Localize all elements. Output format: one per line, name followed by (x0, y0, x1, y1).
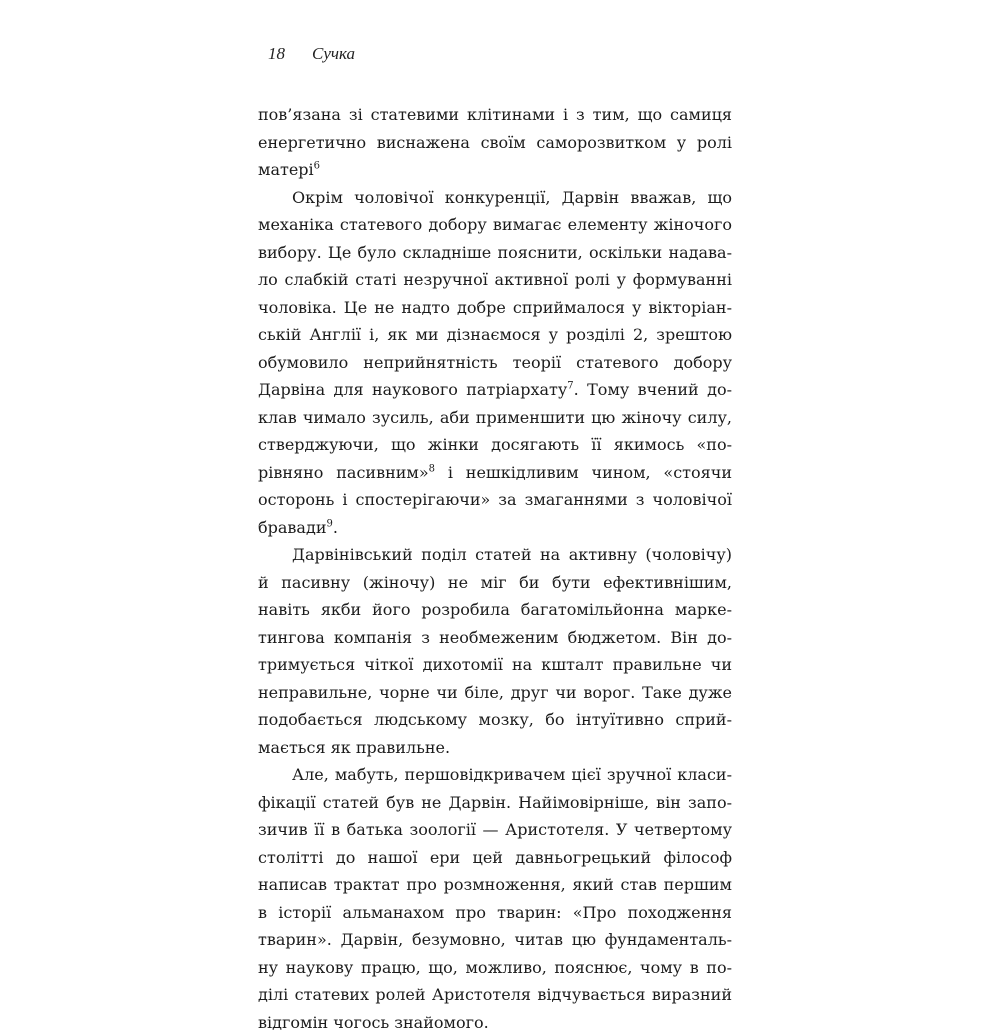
text-line (258, 1009, 732, 1036)
line-text: й пасивну (жіночу) не міг би бути ефективнішим, (258, 573, 732, 592)
text-line (258, 156, 732, 184)
text-line (258, 844, 732, 872)
line-text: матері (258, 160, 314, 179)
paragraph (258, 101, 732, 184)
text-line (258, 349, 732, 377)
text-line (258, 899, 732, 927)
line-text: клав чимало зусиль, аби применшити цю жіночу силу, (258, 408, 732, 427)
paragraph (258, 184, 732, 542)
line-text: тингова компанія з необмеженим бюджетом. Він до- (258, 628, 732, 647)
text-line (258, 514, 732, 542)
line-text-tail: . Тому вчений до- (574, 380, 732, 399)
line-text: Окрім чоловічої конкуренції, Дарвін вважав, що (292, 188, 732, 207)
text-line (258, 101, 732, 129)
line-text: енергетично виснажена своїм саморозвитком у ролі (258, 133, 732, 152)
line-text: бравади (258, 518, 326, 537)
line-text: написав трактат про розмноження, який став першим (258, 875, 732, 894)
line-text: в історії альманахом про тварин: «Про походження (258, 903, 732, 922)
line-text: стверджуючи, що жінки досягають її якимось «по- (258, 435, 732, 454)
text-line (258, 679, 732, 707)
text-line (258, 569, 732, 597)
line-text: тримується чіткої дихотомії на кшталт правильне чи (258, 655, 732, 674)
line-text: механіка статевого добору вимагає елементу жіночого (258, 215, 732, 234)
running-header (268, 44, 355, 64)
text-line (258, 486, 732, 514)
line-text: ну наукову працю, що, можливо, пояснює, чому в по- (258, 958, 732, 977)
text-line (258, 404, 732, 432)
line-text: рівняно пасивним» (258, 463, 429, 482)
line-text: ло слабкій статі незручної активної ролі у формуванні (258, 270, 732, 289)
line-text: Дарвінівський поділ статей на активну (чоловічу) (292, 545, 732, 564)
footnote-marker: 8 (429, 463, 435, 474)
text-line (258, 459, 732, 487)
text-line (258, 129, 732, 157)
body-text (258, 101, 732, 1036)
text-line (258, 981, 732, 1009)
text-line (258, 239, 732, 267)
line-text: подобається людському мозку, бо інтуїтивно сприй- (258, 710, 732, 729)
text-line (258, 266, 732, 294)
line-text: осторонь і спостерігаючи» за змаганнями з чоловічої (258, 490, 732, 509)
page-number: 18 (268, 44, 312, 64)
line-text: тварин». Дарвін, безумовно, читав цю фундаменталь- (258, 930, 732, 949)
text-line (258, 541, 732, 569)
footnote-marker: 6 (314, 161, 320, 172)
text-line (258, 734, 732, 762)
text-line (258, 376, 732, 404)
line-text: пов’язана зі статевими клітинами і з тим, що самиця (258, 105, 732, 124)
footnote-marker: 9 (326, 518, 332, 529)
line-text: навіть якби його розробила багатомільйонна марке- (258, 600, 732, 619)
text-line (258, 926, 732, 954)
text-line (258, 789, 732, 817)
line-text: відгомін чогось знайомого. (258, 1013, 489, 1032)
text-line (258, 706, 732, 734)
text-line (258, 431, 732, 459)
line-text-tail: . (333, 518, 338, 537)
text-line (258, 624, 732, 652)
line-text: столітті до нашої ери цей давньогрецький філософ (258, 848, 732, 867)
line-text: зичив її в батька зоології — Аристотеля. У четвертому (258, 820, 732, 839)
line-text: мається як правильне. (258, 738, 450, 757)
line-text: обумовило неприйнятність теорії статевого добору (258, 353, 732, 372)
line-text: чоловіка. Це не надто добре сприймалося у вікторіан- (258, 298, 732, 317)
text-line (258, 321, 732, 349)
running-title: Сучка (312, 44, 355, 63)
text-line (258, 651, 732, 679)
line-text: фікації статей був не Дарвін. Найімовірніше, він запо- (258, 793, 732, 812)
line-text-tail: і нешкідливим чином, «стоячи (435, 463, 732, 482)
line-text: Дарвіна для наукового патріархату (258, 380, 567, 399)
text-line (258, 871, 732, 899)
text-line (258, 211, 732, 239)
line-text: ській Англії і, як ми дізнаємося у розділі 2, зрештою (258, 325, 732, 344)
text-line (258, 184, 732, 212)
paragraph (258, 541, 732, 761)
text-line (258, 761, 732, 789)
text-line (258, 954, 732, 982)
line-text: Але, мабуть, першовідкривачем цієї зручної класи- (292, 765, 732, 784)
text-line (258, 294, 732, 322)
line-text: неправильне, чорне чи біле, друг чи ворог. Таке дуже (258, 683, 732, 702)
line-text: вибору. Це було складніше пояснити, оскільки надава- (258, 243, 732, 262)
text-line (258, 816, 732, 844)
text-line (258, 596, 732, 624)
paragraph (258, 761, 732, 1036)
line-text: ділі статевих ролей Аристотеля відчувається виразний (258, 985, 732, 1004)
footnote-marker: 7 (567, 381, 573, 392)
